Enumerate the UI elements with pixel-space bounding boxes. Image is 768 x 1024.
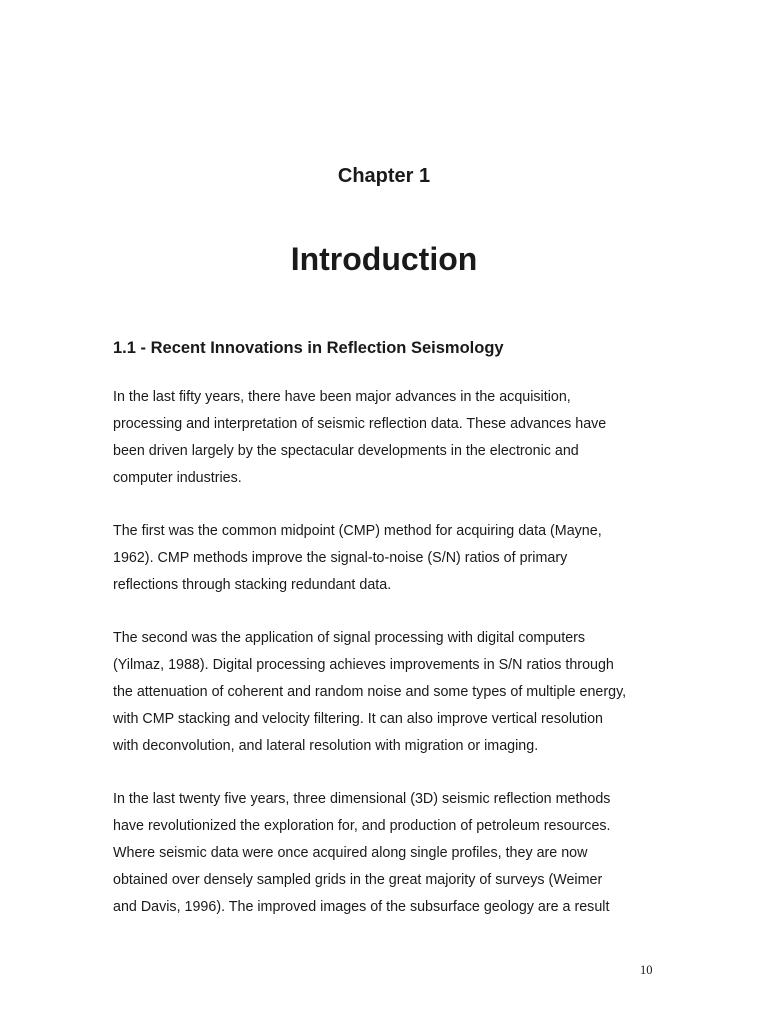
paragraph-line: computer industries. xyxy=(113,470,242,486)
chapter-label: Chapter 1 xyxy=(337,165,431,187)
paragraph-cmp-method xyxy=(113,518,673,599)
paragraph-line: In the last twenty five years, three dimensional (3D) seismic reflection methods xyxy=(113,791,611,807)
section-heading: 1.1 - Recent Innovations in Reflection Seismology xyxy=(113,339,504,357)
paragraph-line: The first was the common midpoint (CMP) method for acquiring data (Mayne, xyxy=(113,523,602,539)
paragraph-line: and Davis, 1996). The improved images of the subsurface geology are a result xyxy=(113,899,610,915)
paragraph-line: have revolutionized the exploration for, and production of petroleum resources. xyxy=(113,818,611,834)
paragraph-line: The second was the application of signal processing with digital computers xyxy=(113,630,586,646)
paragraph-line: (Yilmaz, 1988). Digital processing achieves improvements in S/N ratios through xyxy=(113,657,614,673)
paragraph-line: 1962). CMP methods improve the signal-to-noise (S/N) ratios of primary xyxy=(113,550,568,566)
paragraph-3d-seismic xyxy=(113,786,673,921)
page-number: 10 xyxy=(640,963,653,977)
paragraph-line: been driven largely by the spectacular developments in the electronic and xyxy=(113,443,579,459)
paragraph-line: Where seismic data were once acquired along single profiles, they are now xyxy=(113,845,588,861)
paragraph-line: with deconvolution, and lateral resolution with migration or imaging. xyxy=(113,738,539,754)
paragraph-line: processing and interpretation of seismic reflection data. These advances have xyxy=(113,416,607,432)
paragraph-line: obtained over densely sampled grids in the great majority of surveys (Weimer xyxy=(113,872,603,888)
paragraph-acquisition-advances xyxy=(113,384,673,492)
paragraph-line: In the last fifty years, there have been major advances in the acquisition, xyxy=(113,389,571,405)
paragraph-signal-processing xyxy=(113,625,673,760)
chapter-title: Introduction xyxy=(290,241,478,277)
paragraph-line: with CMP stacking and velocity filtering. It can also improve vertical resolution xyxy=(113,711,604,727)
paragraph-line: the attenuation of coherent and random noise and some types of multiple energy, xyxy=(113,684,627,700)
paragraph-line: reflections through stacking redundant data. xyxy=(113,577,392,593)
